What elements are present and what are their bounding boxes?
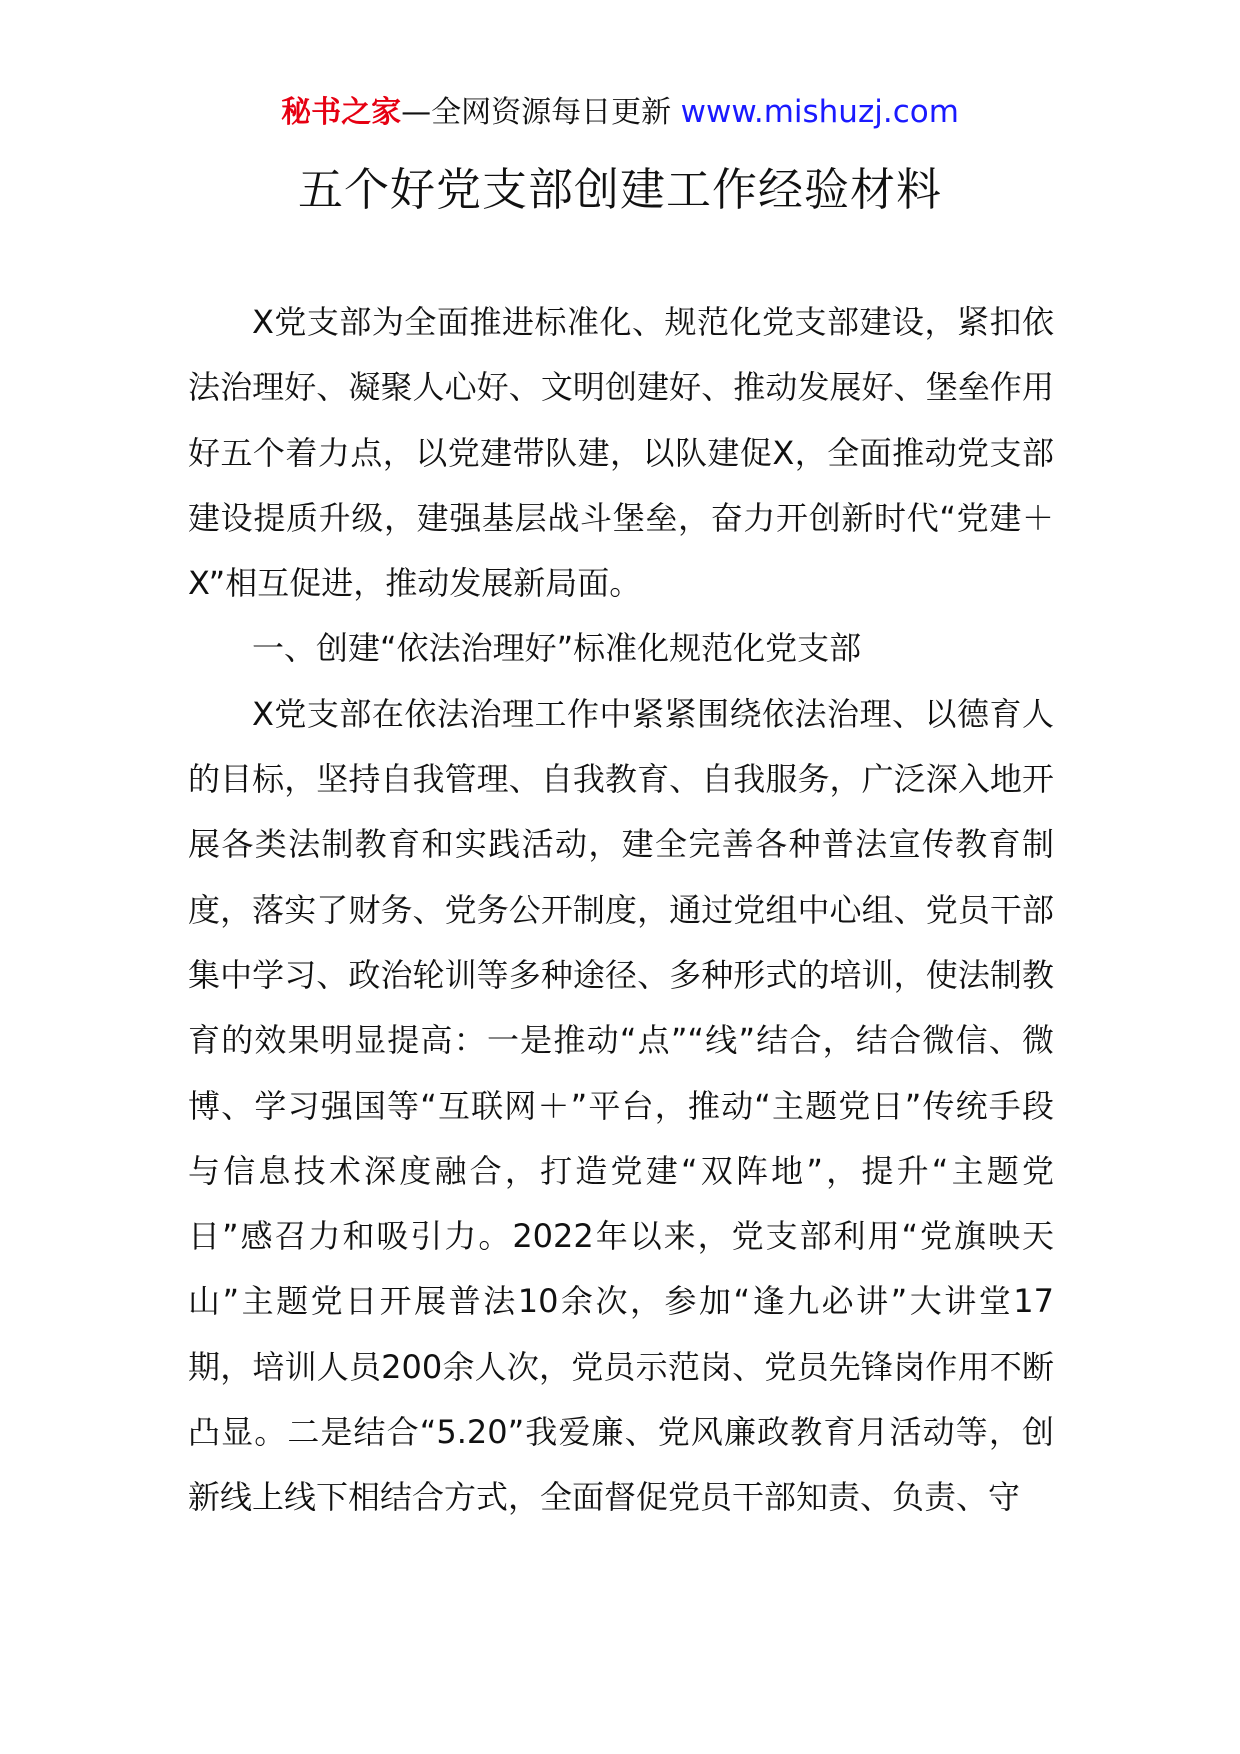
document-title: 五个好党支部创建工作经验材料 [297,163,942,216]
site-url-link[interactable]: www.mishuzj.com [680,94,959,130]
document-body [188,290,1054,1531]
brand-name: 秘书之家 [281,95,402,130]
section-heading-1: 一、创建“依法治理好”标准化规范化党支部 [252,629,862,668]
paragraph-section-1: X党支部在依法治理工作中紧紧围绕依法治理、以德育人的目标，坚持自我管理、自我教育、自我服务，广泛深入地开展各类法制教育和实践活动，建全完善各种普法宣传教育制度，落实了财务、党务公开制度，通过党组中心组、党员干部集中学习、政治轮训等多种途径、多种形式的培训，使法制教育的效果明显提高：一是推动“点”“线”结合，结合微信、微博、学习强国等“互联网＋”平台，推动“主题党日”传统手段与信息技术深度融合，打造党建“双阵地”，提升“主题党日”感召力和吸引力。2022年以来，党支部利用“党旗映天山”主题党日开展普法10余次，参加“逢九必讲”大讲堂17期，培训人员200余人次，党员示范岗、党员先锋岗作用不断凸显。二是结合“5.20”我爱廉、党风廉政教育月活动等，创新线上线下相结合方式，全面督促党员干部知责、负责、守 [188,694,1054,1517]
header-tagline: —全网资源每日更新 [401,95,672,130]
paragraph-intro: X党支部为全面推进标准化、规范化党支部建设，紧扣依法治理好、凝聚人心好、文明创建好、推动发展好、堡垒作用好五个着力点，以党建带队建，以队建促X，全面推动党支部建设提质升级，建强基层战斗堡垒，奋力开创新时代“党建＋X”相互促进，推动发展新局面。 [188,303,1054,603]
site-header [0,92,1240,133]
